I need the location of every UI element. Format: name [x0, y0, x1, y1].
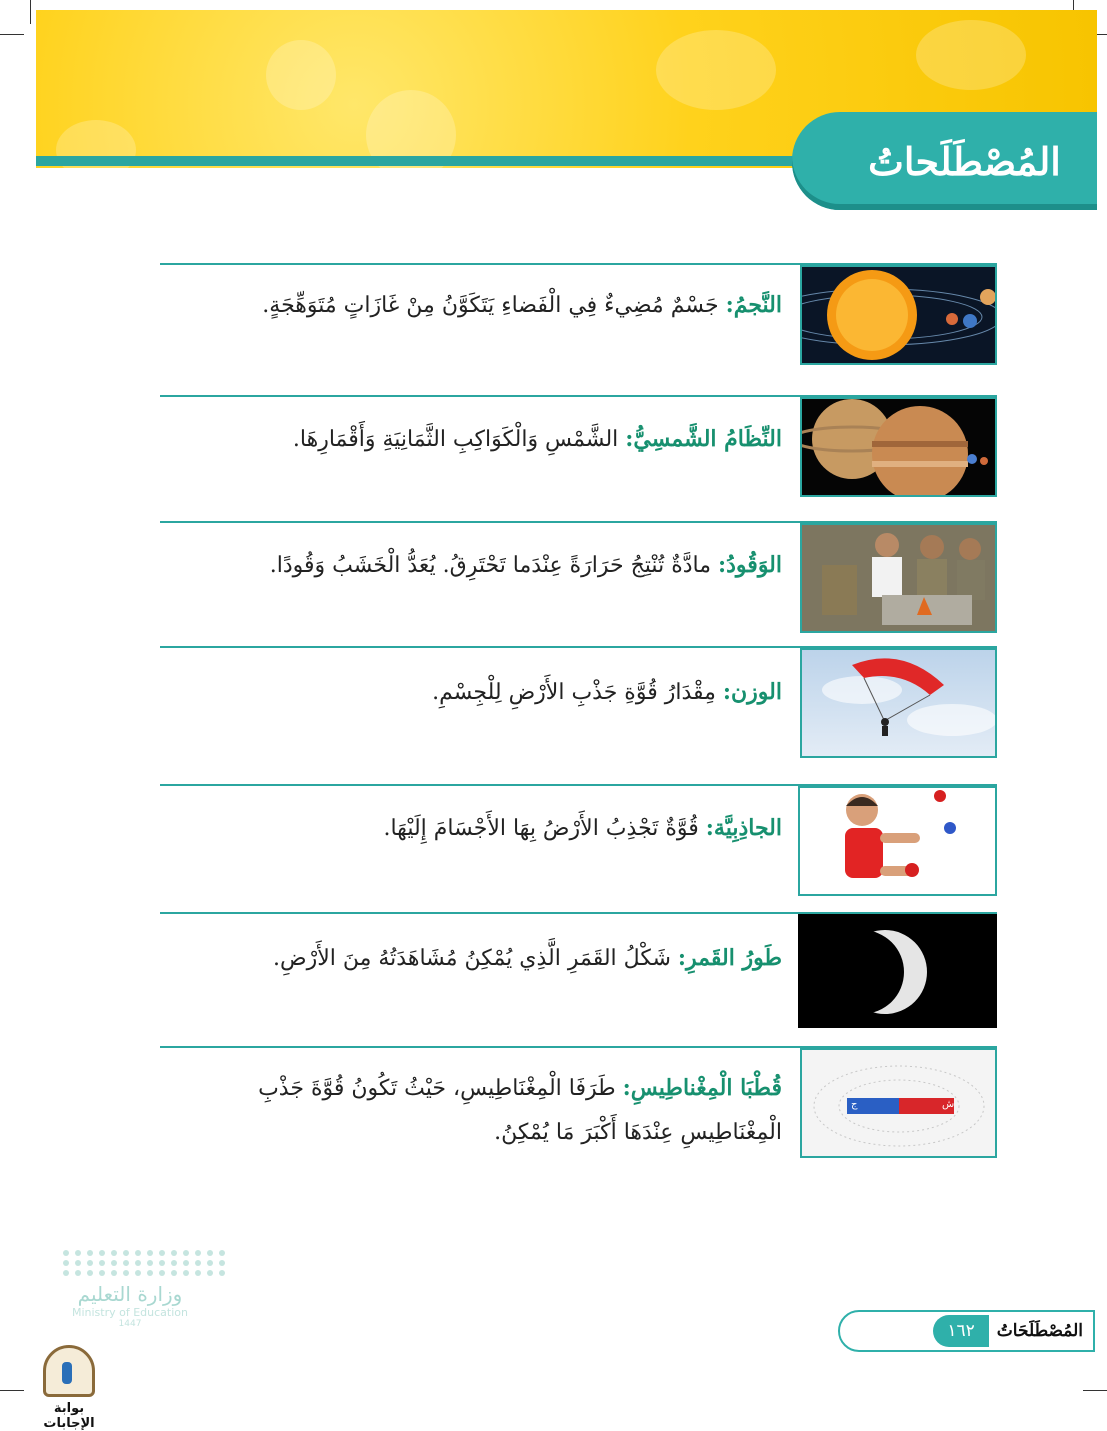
crop-mark — [0, 1390, 24, 1391]
term-entry — [160, 263, 997, 367]
logo-dots — [63, 1250, 205, 1276]
magnet-north-label: ش — [942, 1099, 955, 1110]
campfire-image — [800, 523, 997, 633]
parachute-illustration — [802, 650, 997, 758]
title-tab — [792, 112, 1097, 210]
footer-title: المُصْطَلَحَاتُ — [996, 1321, 1083, 1341]
term-definition: قُوَّةٌ تَجْذِبُ الأَرْضُ بِهَا الأَجْسَامَ إِلَيْهَا. — [383, 816, 699, 841]
sun-illustration — [802, 267, 997, 365]
term-entry — [160, 646, 997, 758]
term-text — [170, 674, 782, 711]
planets-illustration — [802, 399, 997, 497]
term-label: النِّظَامُ الشَّمسِيُّ: — [625, 426, 782, 452]
moon-phase-image — [798, 914, 997, 1028]
term-entry — [160, 395, 997, 497]
solar-system-image — [800, 397, 997, 497]
page-number: ١٦٢ — [933, 1315, 988, 1347]
term-definition: مادَّةٌ تُنْتِجُ حَرَارَةً عِنْدَما تَحْتَرِقُ. يُعَدُّ الْخَشَبُ وَقُودًا. — [269, 553, 712, 578]
ministry-arabic: وزارة التعليم — [77, 1282, 183, 1306]
term-text — [170, 287, 782, 324]
term-text — [170, 810, 782, 847]
footer-tab — [838, 1310, 1095, 1352]
term-text — [170, 1066, 782, 1155]
term-entry — [160, 1046, 997, 1158]
term-definition: طَرَفَا الْمِغْنَاطِيسِ، حَيْثُ تَكُونُ قُوَّةَ جَذْبِ الْمِغْنَاطِيسِ عِنْدَهَا أَكْبَرَ مَا يُمْكِنُ. — [258, 1076, 782, 1145]
ministry-logo — [55, 1250, 205, 1329]
term-entry — [160, 784, 997, 896]
ministry-english: Ministry of Education — [71, 1306, 188, 1319]
term-definition: الشَّمْسِ وَالْكَوَاكِبِ الثَّمَانِيَةِ وَأَقْمَارِهَا. — [292, 427, 619, 452]
term-text — [170, 547, 782, 584]
watermark-text: بوابة الإجابات — [43, 1401, 95, 1431]
juggling-boy-image — [798, 786, 997, 896]
term-definition: شَكْلُ القَمَرِ الَّذِي يُمْكِنُ مُشَاهَدَتُهُ مِنَ الأَرْضِ. — [272, 946, 671, 971]
term-label: الوَقُودُ: — [718, 552, 782, 578]
crop-mark — [1083, 1390, 1107, 1391]
term-entry — [160, 521, 997, 633]
term-label: طَورُ القَمرِ: — [677, 945, 782, 971]
bar-magnet-illustration — [802, 1050, 997, 1158]
magnet-south-label: ج — [851, 1099, 858, 1110]
crop-mark — [0, 34, 24, 35]
banner-stripe — [36, 156, 836, 166]
term-label: قُطْبَا الْمِغْناطِيسِ: — [622, 1075, 782, 1101]
term-text — [170, 421, 782, 458]
campfire-illustration — [802, 525, 997, 633]
term-label: الجاذِبِيَّة: — [705, 815, 782, 841]
crescent-moon-illustration — [800, 916, 997, 1028]
term-definition: جَسْمٌ مُضِيءٌ فِي الْفَضاءِ يَتَكَوَّنُ مِنْ غَازَاتٍ مُتَوَهِّجَةٍ. — [262, 293, 719, 318]
term-label: الوزن: — [722, 679, 782, 705]
term-label: النَّجمُ: — [725, 292, 782, 318]
term-entry — [160, 912, 997, 1028]
crop-mark — [30, 0, 31, 24]
ministry-year: 1447 — [118, 1319, 142, 1329]
parachute-image — [800, 648, 997, 758]
term-text — [170, 940, 782, 977]
watermark-logo — [28, 1345, 110, 1431]
page-title: المُصْطَلَحاتُ — [868, 138, 1061, 184]
juggling-illustration — [800, 788, 997, 896]
sun-image — [800, 265, 997, 365]
mosque-dome-icon — [43, 1345, 95, 1397]
term-definition: مِقْدَارُ قُوَّةِ جَذْبِ الأَرْضِ لِلْجِسْمِ. — [432, 680, 716, 705]
magnet-image — [800, 1048, 997, 1158]
